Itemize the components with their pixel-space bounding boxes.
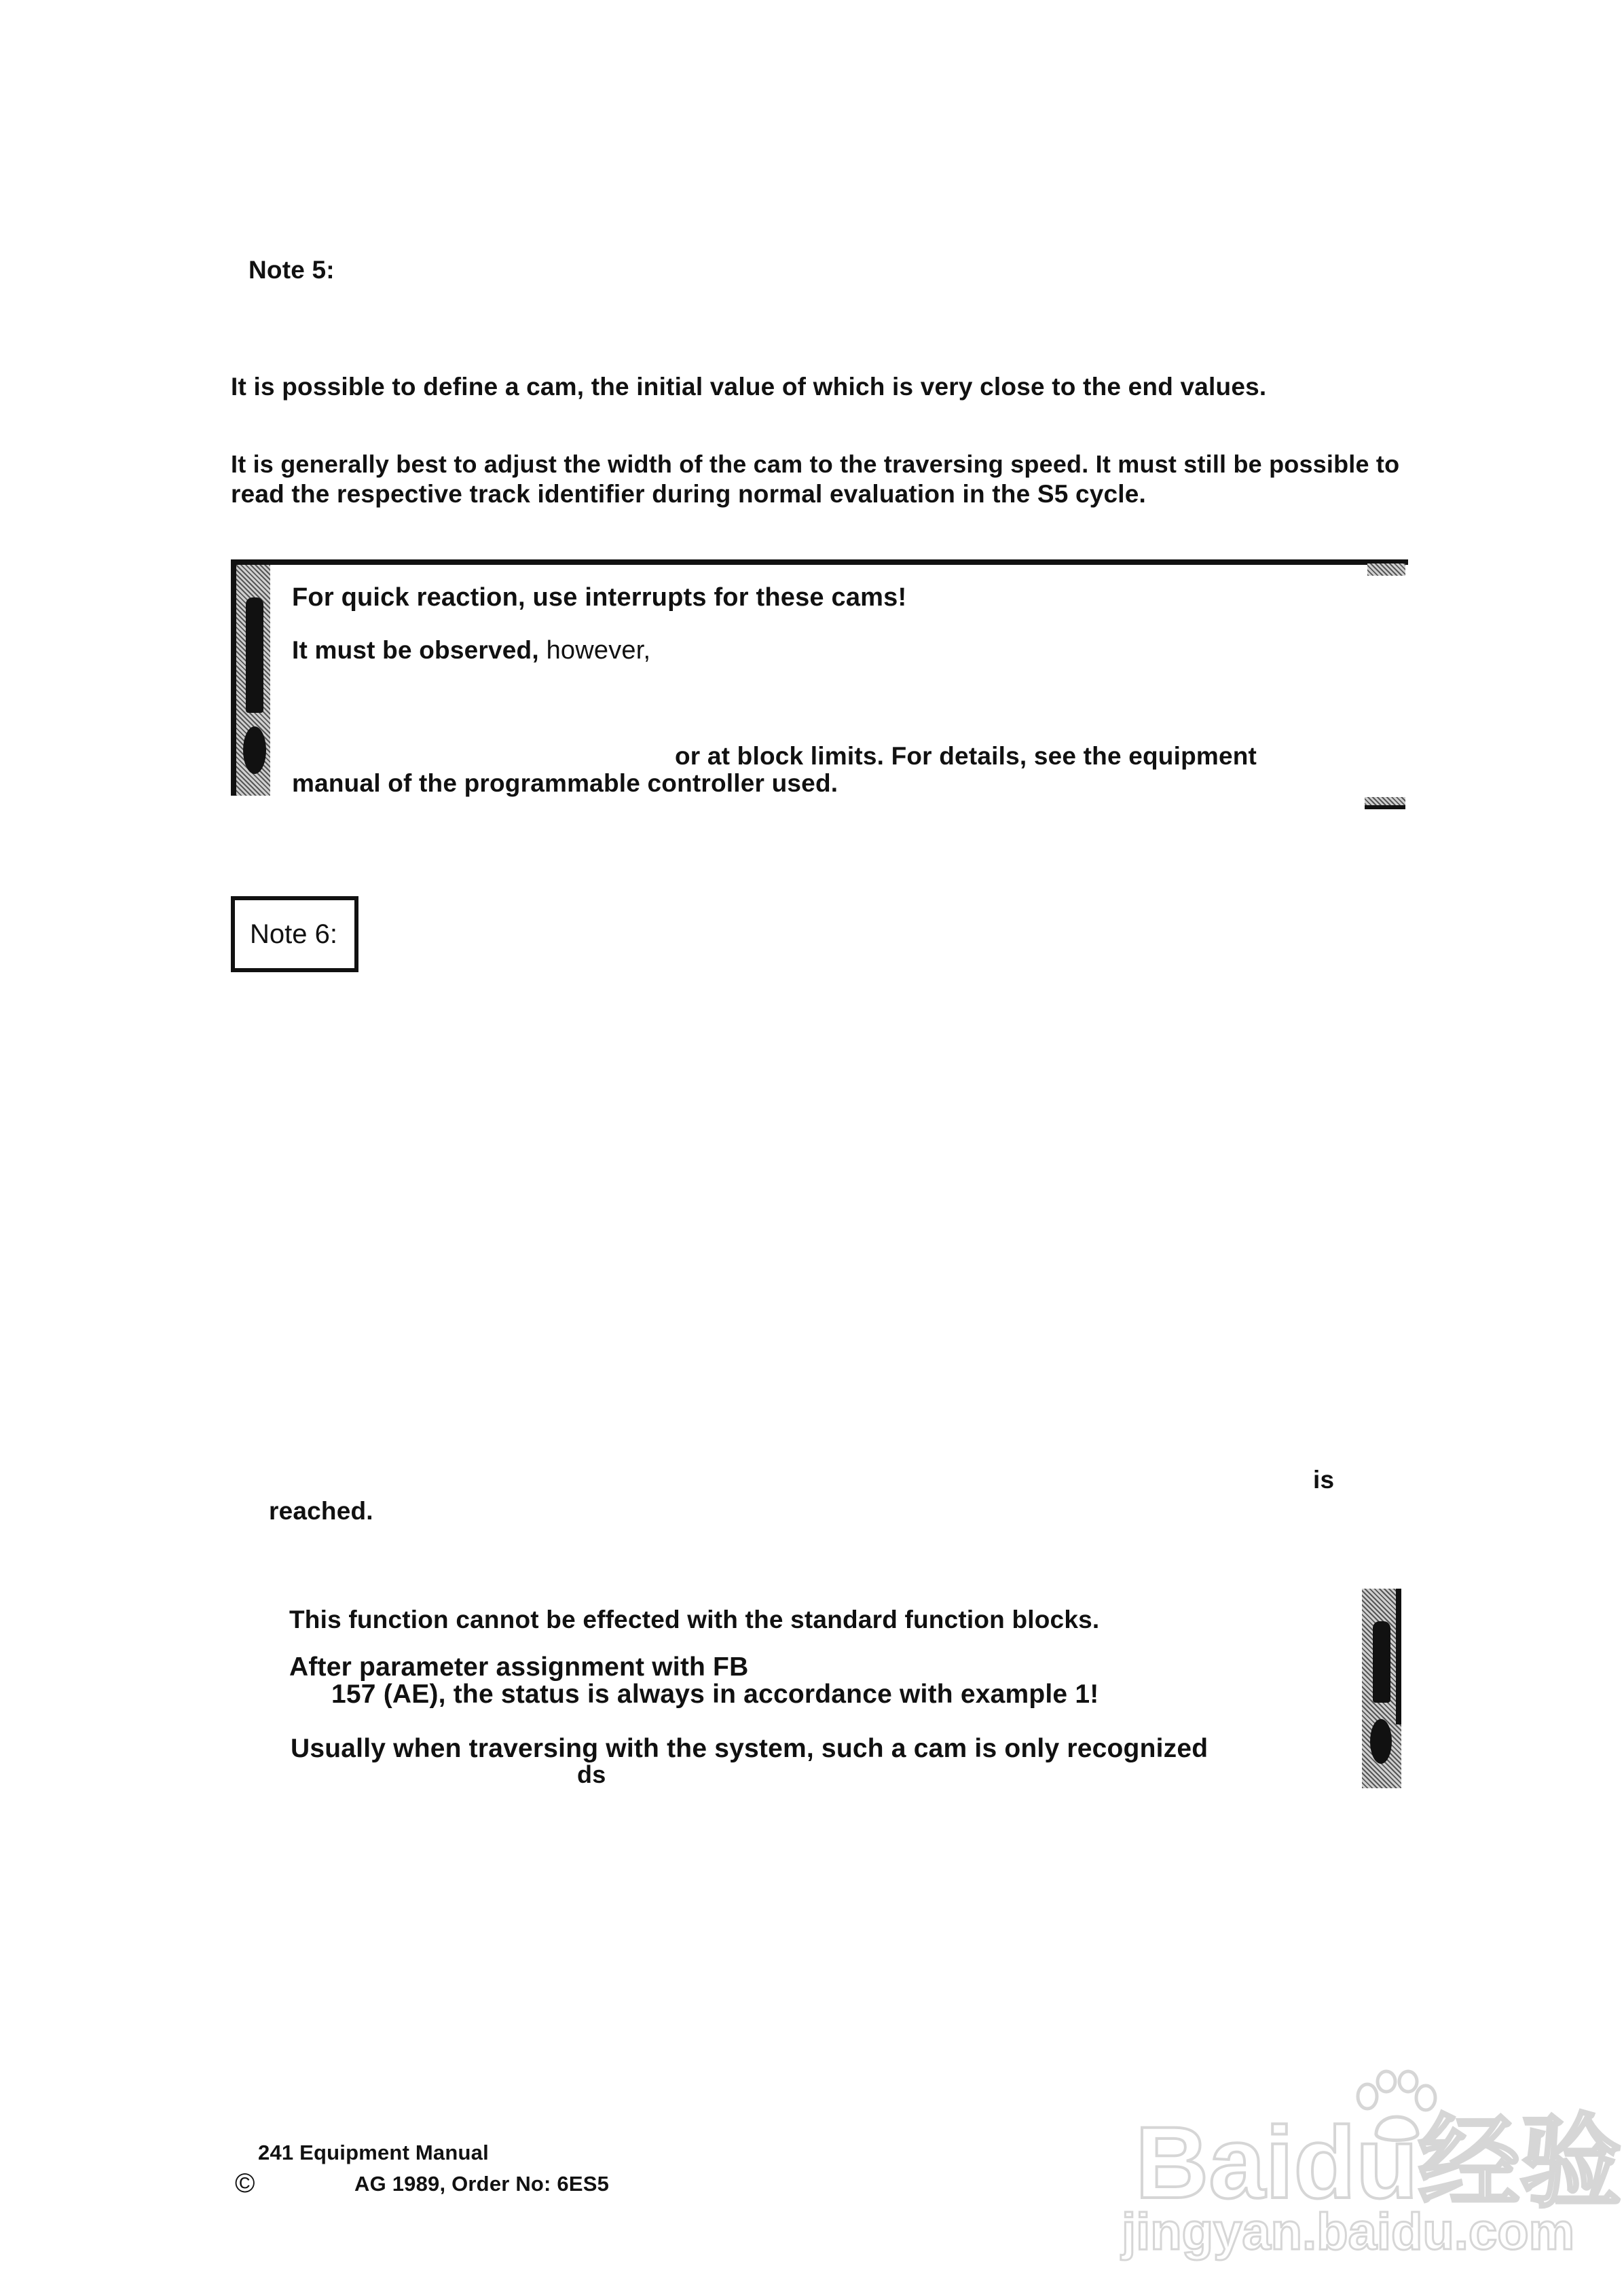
- warning1-line-2-plain: however,: [538, 636, 651, 665]
- note6-label-box: [231, 896, 358, 972]
- note6-fragment-is: is: [1313, 1466, 1335, 1494]
- warning1-exclamation-icon-dot: [243, 726, 266, 774]
- warning2-right-bar-edge: [1396, 1589, 1401, 1724]
- warning1-line-4: manual of the programmable controller used.: [292, 769, 838, 797]
- warning1-exclamation-icon-stroke: [246, 597, 263, 713]
- note6-label: Note 6:: [250, 919, 337, 949]
- baidu-watermark: [1094, 2071, 1622, 2261]
- warning1-line-2: [292, 635, 650, 665]
- note5-paragraph-1: It is possible to define a cam, the initial value of which is very close to the end values.: [231, 373, 1267, 401]
- warning2-line-4-overlap: ds: [577, 1760, 606, 1788]
- warning1-top-right-cap: [1367, 563, 1405, 576]
- footer-line-2: AG 1989, Order No: 6ES5: [354, 2172, 610, 2196]
- note5-paragraph-2-line-2: read the respective track identifier during normal evaluation in the S5 cycle.: [231, 480, 1147, 508]
- warning2-line-1: This function cannot be effected with the standard function blocks.: [289, 1606, 1100, 1633]
- note6-fragment-reached: reached.: [269, 1497, 373, 1525]
- warning1-line-1: For quick reaction, use interrupts for these cams!: [292, 583, 907, 612]
- warning1-top-rule: [231, 559, 1408, 565]
- footer-line-1: 241 Equipment Manual: [258, 2141, 489, 2164]
- watermark-url: jingyan.baidu.com: [1122, 2203, 1575, 2261]
- watermark-logo: Baidu经验: [1135, 2105, 1622, 2219]
- copyright-symbol: ©: [235, 2168, 255, 2198]
- warning2-line-2: After parameter assignment with FB: [289, 1652, 749, 1682]
- warning1-line-2-bold: It must be observed,: [292, 636, 539, 664]
- warning1-line-3: or at block limits. For details, see the equipment: [675, 742, 1257, 770]
- warning1-left-bar-edge: [231, 565, 236, 796]
- warning2-line-3: 157 (AE), the status is always in accordance with example 1!: [331, 1680, 1099, 1709]
- warning2-line-4: Usually when traversing with the system, such a cam is only recognized: [291, 1734, 1208, 1763]
- note5-label: Note 5:: [248, 256, 335, 284]
- warning2-exclamation-icon-stroke: [1373, 1621, 1390, 1703]
- warning2-exclamation-icon-dot: [1370, 1719, 1392, 1764]
- warning1-bottom-right-edge: [1365, 805, 1405, 809]
- note5-paragraph-2-line-1: It is generally best to adjust the width of the cam to the traversing speed. It must still be possible to: [231, 450, 1400, 478]
